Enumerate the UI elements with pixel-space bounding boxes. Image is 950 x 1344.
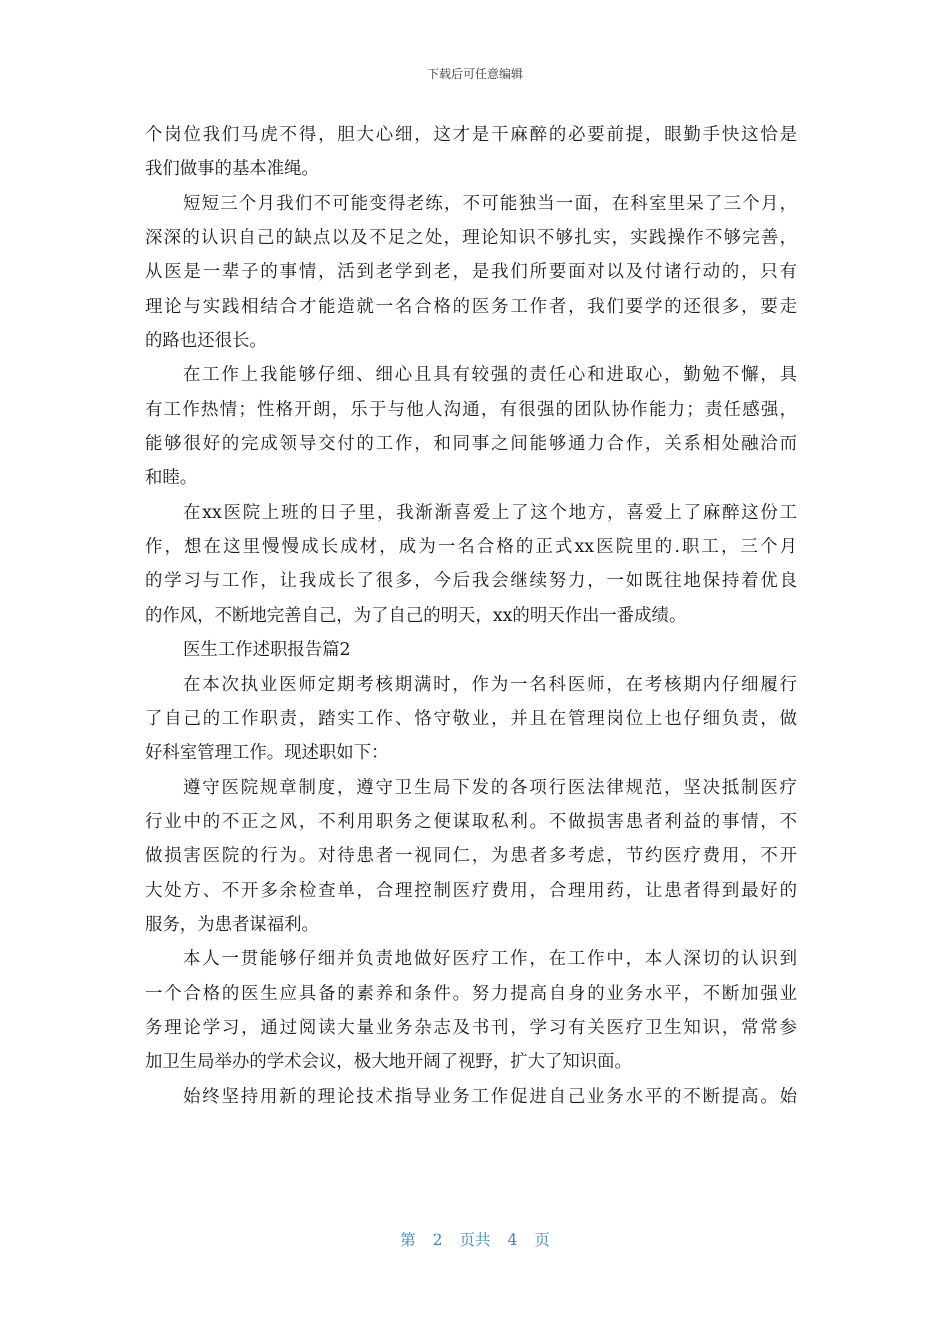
text-line: 大处方、不开多余检查单，合理控制医疗费用，合理用药，让患者得到最好的 <box>145 880 797 901</box>
text-line: 在工作上我能够仔细、细心且具有较强的责任心和进取心，勤勉不懈，具 <box>183 365 797 386</box>
text-line: 一个合格的医生应具备的素养和条件。努力提高自身的业务水平，不断加强业 <box>145 983 797 1004</box>
text-line: 做损害医院的行为。对待患者一视同仁，为患者多考虑，节约医疗费用，不开 <box>145 846 797 867</box>
text-line: 了自己的工作职责，踏实工作、恪守敬业，并且在管理岗位上也仔细负责，做 <box>145 708 797 729</box>
text-line: 深深的认识自己的缺点以及不足之处，理论知识不够扎实，实践操作不够完善， <box>145 228 797 249</box>
text-line: 有工作热情；性格开朗，乐于与他人沟通，有很强的团队协作能力；责任感强， <box>145 399 797 420</box>
text-line: 在xx医院上班的日子里，我渐渐喜爱上了这个地方，喜爱上了麻醉这份工 <box>183 502 797 523</box>
page-header-note: 下载后可任意编辑 <box>426 67 523 81</box>
page-footer <box>0 1230 950 1250</box>
footer-suffix: 页 <box>534 1231 550 1249</box>
text-line: 作，想在这里慢慢成长成材，成为一名合格的正式xx医院里的.职工，三个月 <box>145 537 797 558</box>
text-line: 的作风，不断地完善自己，为了自己的明天，xx的明天作出一番成绩。 <box>145 605 687 626</box>
text-line: 务理论学习，通过阅读大量业务杂志及书刊，学习有关医疗卫生知识，常常参 <box>145 1017 797 1038</box>
text-line: 能够很好的完成领导交付的工作，和同事之间能够通力合作，关系相处融洽而 <box>145 434 797 455</box>
text-line: 的学习与工作，让我成长了很多，今后我会继续努力，一如既往地保持着优良 <box>145 571 797 592</box>
text-line: 个岗位我们马虎不得，胆大心细，这才是干麻醉的必要前提，眼勤手快这恰是 <box>145 125 797 145</box>
text-line: 短短三个月我们不可能变得老练，不可能独当一面，在科室里呆了三个月， <box>183 193 797 214</box>
text-line: 好科室管理工作。现述职如下： <box>145 743 389 764</box>
text-line: 行业中的不正之风，不利用职务之便谋取私利。不做损害患者利益的事情，不 <box>145 811 797 832</box>
text-line: 服务，为患者谋福利。 <box>145 914 319 935</box>
document-body <box>145 118 797 1114</box>
text-line: 理论与实践相结合才能造就一名合格的医务工作者，我们要学的还很多，要走 <box>145 296 797 317</box>
text-line: 和睦。 <box>145 468 198 489</box>
text-line: 在本次执业医师定期考核期满时，作为一名科医师，在考核期内仔细履行 <box>183 674 797 695</box>
text-line: 本人一贯能够仔细并负责地做好医疗工作，在工作中，本人深切的认识到 <box>183 949 797 970</box>
text-line: 的路也还很长。 <box>145 331 267 352</box>
footer-total-pages: 4 <box>507 1231 518 1249</box>
text-line: 我们做事的基本准绳。 <box>145 159 319 180</box>
text-line: 始终坚持用新的理论技术指导业务工作促进自己业务水平的不断提高。始 <box>183 1086 797 1107</box>
text-line: 加卫生局举办的学术会议，极大地开阔了视野，扩大了知识面。 <box>145 1052 632 1073</box>
text-line: 遵守医院规章制度，遵守卫生局下发的各项行医法律规范，坚决抵制医疗 <box>183 777 797 798</box>
footer-prefix: 第 <box>400 1231 416 1249</box>
footer-current-page: 2 <box>432 1231 443 1249</box>
footer-middle: 页共 <box>459 1231 491 1249</box>
text-line: 医生工作述职报告篇2 <box>183 640 351 661</box>
text-line: 从医是一辈子的事情，活到老学到老，是我们所要面对以及付诸行动的，只有 <box>145 262 797 283</box>
